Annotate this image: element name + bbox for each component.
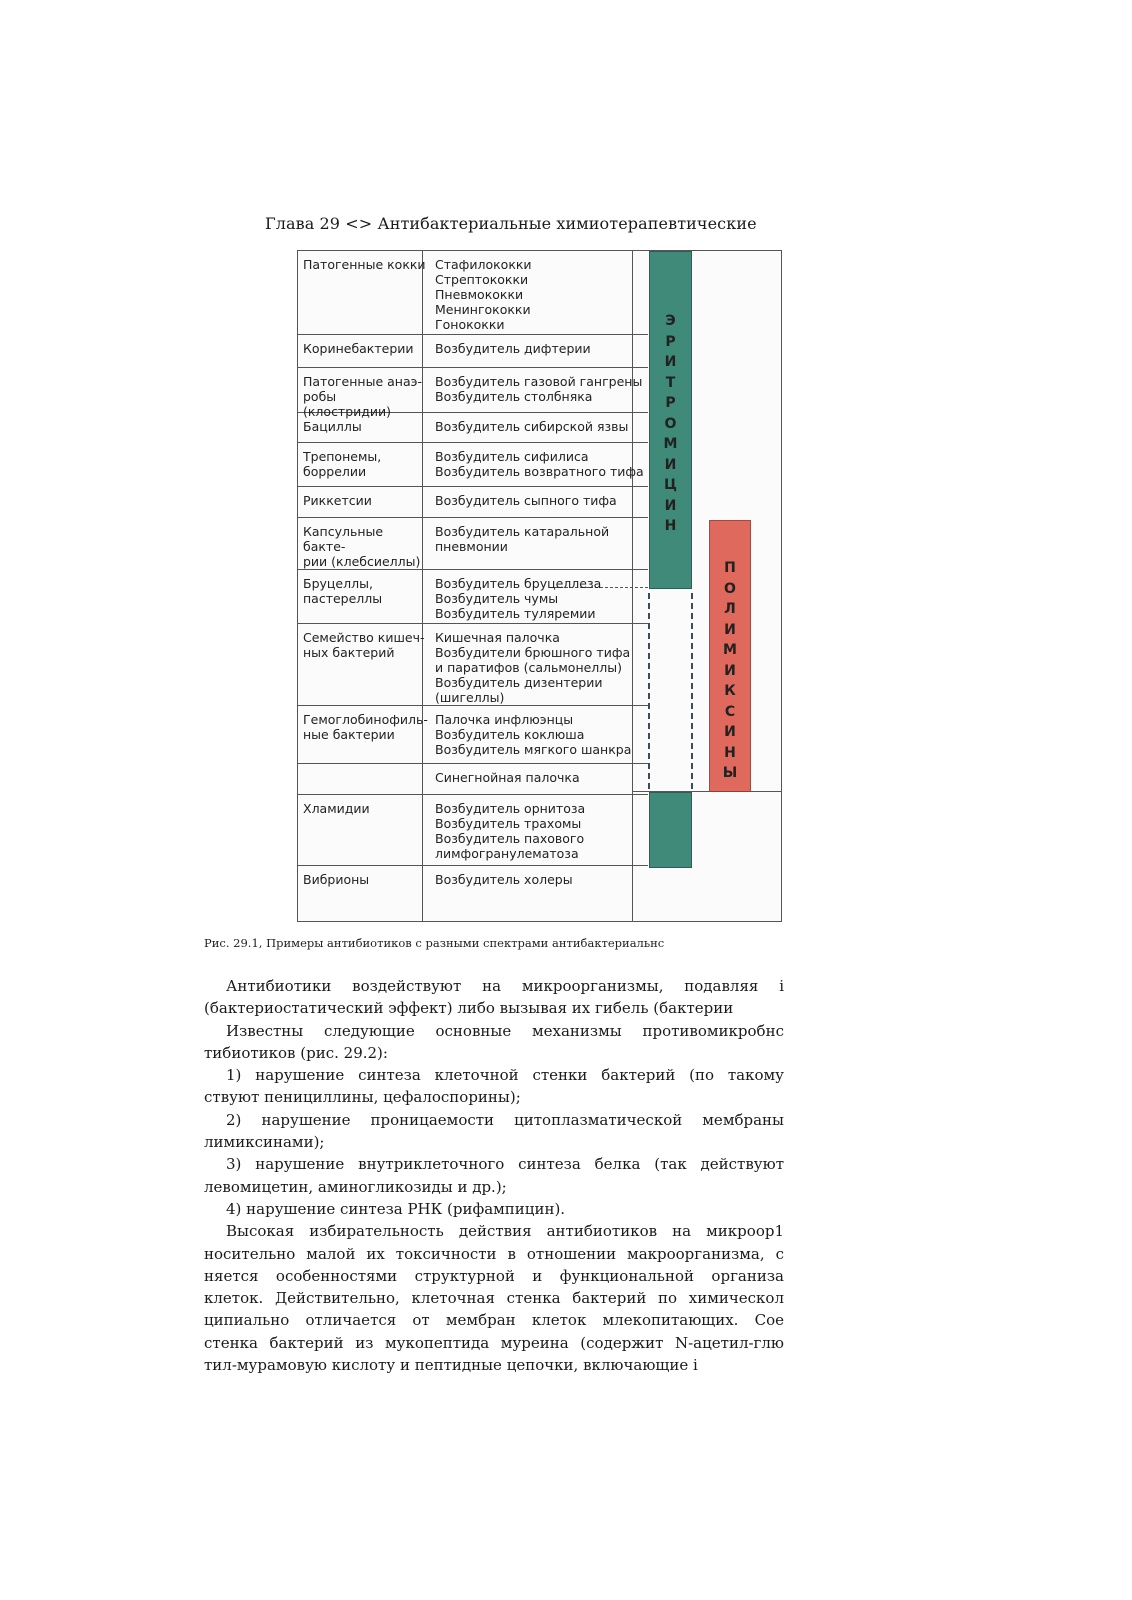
polymyxin-letter: К bbox=[724, 683, 736, 699]
erythromycin-letter: Р bbox=[665, 333, 676, 350]
text-line: 2) нарушение проницаемости цитоплазматической мембраны bbox=[226, 1110, 784, 1129]
table-row bbox=[298, 518, 648, 570]
text-line: Антибиотики воздействуют на микроорганизмы, подавляя i bbox=[226, 977, 784, 995]
text-line: (бактериостатический эффект) либо вызывая их гибель (бактерии bbox=[204, 999, 734, 1018]
bacteria-group: Патогенные кокки bbox=[303, 257, 426, 272]
pathogen-list: Возбудитель дифтерии bbox=[435, 341, 591, 356]
polymyxin-label bbox=[709, 558, 751, 784]
table-row bbox=[298, 764, 648, 795]
table-row bbox=[298, 624, 648, 706]
pathogen-list: Возбудитель бруцеллеза Возбудитель чумы Возбудитель туляремии bbox=[435, 576, 602, 621]
bacteria-group: Капсульные бакте- рии (клебсиеллы) bbox=[303, 524, 421, 569]
bacteria-group: Трепонемы, боррелии bbox=[303, 449, 382, 479]
text-line: ствуют пенициллины, цефалоспорины); bbox=[204, 1088, 521, 1107]
table-row bbox=[298, 335, 648, 368]
bacteria-group: Гемоглобинофиль- ные бактерии bbox=[303, 712, 428, 742]
text-line: ципиально отличается от мембран клеток млекопитающих. Сое bbox=[204, 1311, 784, 1330]
polymyxin-letter: С bbox=[724, 703, 736, 720]
erythromycin-letter: И bbox=[664, 497, 677, 514]
table-row bbox=[298, 866, 648, 903]
erythromycin-letter: Т bbox=[665, 374, 676, 391]
bacteria-group: Риккетсии bbox=[303, 493, 372, 508]
bacteria-group: Патогенные анаэ- робы (клостридии) bbox=[303, 374, 422, 419]
text-line: 4) нарушение синтеза РНК (рифампицин). bbox=[226, 1199, 566, 1218]
text-line: 1) нарушение синтеза клеточной стенки бактерий (по такому bbox=[226, 1066, 784, 1085]
table-row bbox=[298, 570, 648, 624]
text-line: носительно малой их токсичности в отношении макроорганизма, с bbox=[204, 1244, 784, 1263]
table-row bbox=[298, 487, 648, 518]
erythromycin-bar-lower bbox=[649, 792, 692, 868]
text-line: 3) нарушение внутриклеточного синтеза белка (так действуют bbox=[226, 1155, 784, 1174]
erythromycin-dashed-left bbox=[648, 593, 650, 789]
bacteria-group: Семейство кишеч- ных бактерий bbox=[303, 630, 425, 660]
text-line: Известны следующие основные механизмы противомикробнс bbox=[226, 1021, 784, 1040]
bacteria-group: Коринебактерии bbox=[303, 341, 414, 356]
body-text bbox=[204, 975, 784, 1376]
polymyxin-letter: И bbox=[724, 662, 736, 679]
polymyxin-letter: Н bbox=[724, 744, 736, 761]
pathogen-list: Стафилококки Стрептококки Пневмококки Менингококки Гонококки bbox=[435, 257, 532, 332]
erythromycin-label bbox=[649, 311, 692, 537]
pathogen-list: Возбудитель газовой гангрены Возбудитель столбняка bbox=[435, 374, 643, 404]
polymyxin-letter: П bbox=[724, 560, 736, 576]
erythromycin-letter: Ц bbox=[664, 477, 677, 493]
pathogen-list: Возбудитель катаральной пневмонии bbox=[435, 524, 610, 554]
table-row bbox=[298, 706, 648, 764]
pathogen-list: Возбудитель орнитоза Возбудитель трахомы Возбудитель пахового лимфогранулематоза bbox=[435, 801, 586, 861]
text-line: тил-мурамовую кислоту и пептидные цепочки, включающие i bbox=[204, 1356, 698, 1375]
erythromycin-letter: И bbox=[664, 354, 677, 370]
antibiotic-spectrum-figure bbox=[297, 250, 782, 922]
bacteria-group: Хламидии bbox=[303, 801, 370, 816]
erythromycin-letter: И bbox=[664, 456, 677, 473]
erythromycin-letter: Э bbox=[665, 313, 676, 329]
polymyxin-letter: М bbox=[723, 642, 737, 658]
text-line: клеток. Действительно, клеточная стенка бактерий по химическол bbox=[204, 1289, 784, 1308]
bacteria-group: Вибрионы bbox=[303, 872, 370, 887]
polymyxin-letter: Л bbox=[724, 601, 736, 617]
table-row bbox=[298, 368, 648, 419]
pathogen-list: Палочка инфлюэнцы Возбудитель коклюша Возбудитель мягкого шанкра bbox=[435, 712, 632, 757]
pathogen-list: Возбудитель холеры bbox=[435, 872, 573, 887]
text-line: тибиотиков (рис. 29.2): bbox=[204, 1043, 388, 1062]
bacteria-group: Бациллы bbox=[303, 419, 362, 434]
erythromycin-letter: О bbox=[664, 415, 677, 432]
erythromycin-letter: Н bbox=[664, 518, 677, 534]
pathogen-list: Синегнойная палочка bbox=[435, 770, 580, 785]
polymyxin-letter: О bbox=[724, 580, 736, 597]
running-header: Глава 29 <> Антибактериальные химиотерапевтические bbox=[265, 214, 757, 233]
text-line: Высокая избирательность действия антибиотиков на микроор1 bbox=[226, 1222, 784, 1241]
table-row bbox=[298, 251, 648, 335]
table-row bbox=[298, 795, 648, 866]
figure-caption: Рис. 29.1, Примеры антибиотиков с разными спектрами антибактериальнс bbox=[204, 936, 665, 950]
pathogen-list: Возбудитель сифилиса Возбудитель возвратного тифа bbox=[435, 449, 644, 479]
erythromycin-letter: М bbox=[663, 436, 678, 452]
text-line: левомицетин, аминогликозиды и др.); bbox=[204, 1177, 507, 1196]
pathogen-list: Возбудитель сибирской язвы bbox=[435, 419, 629, 434]
text-line: лимиксинами); bbox=[204, 1133, 325, 1152]
polymyxin-letter: И bbox=[724, 724, 736, 740]
pathogen-list: Возбудитель сыпного тифа bbox=[435, 493, 617, 508]
pathogen-list: Кишечная палочка Возбудители брюшного тифа и паратифов (сальмонеллы) Возбудитель дизентерии (шигеллы) bbox=[435, 630, 631, 705]
bacteria-group: Бруцеллы, пастереллы bbox=[303, 576, 383, 606]
table-row bbox=[298, 443, 648, 487]
polymyxin-letter: Ы bbox=[722, 765, 738, 781]
pseudomonas-row-divider bbox=[632, 791, 782, 792]
table-row bbox=[298, 413, 648, 443]
text-line: няется особенностями структурной и функциональной организа bbox=[204, 1266, 784, 1285]
text-line: стенка бактерий из мукопептида муреина (содержит N-ацетил-глю bbox=[204, 1333, 784, 1352]
erythromycin-letter: Р bbox=[665, 395, 676, 411]
polymyxin-letter: И bbox=[724, 621, 736, 638]
erythromycin-dashed-right bbox=[691, 593, 693, 789]
